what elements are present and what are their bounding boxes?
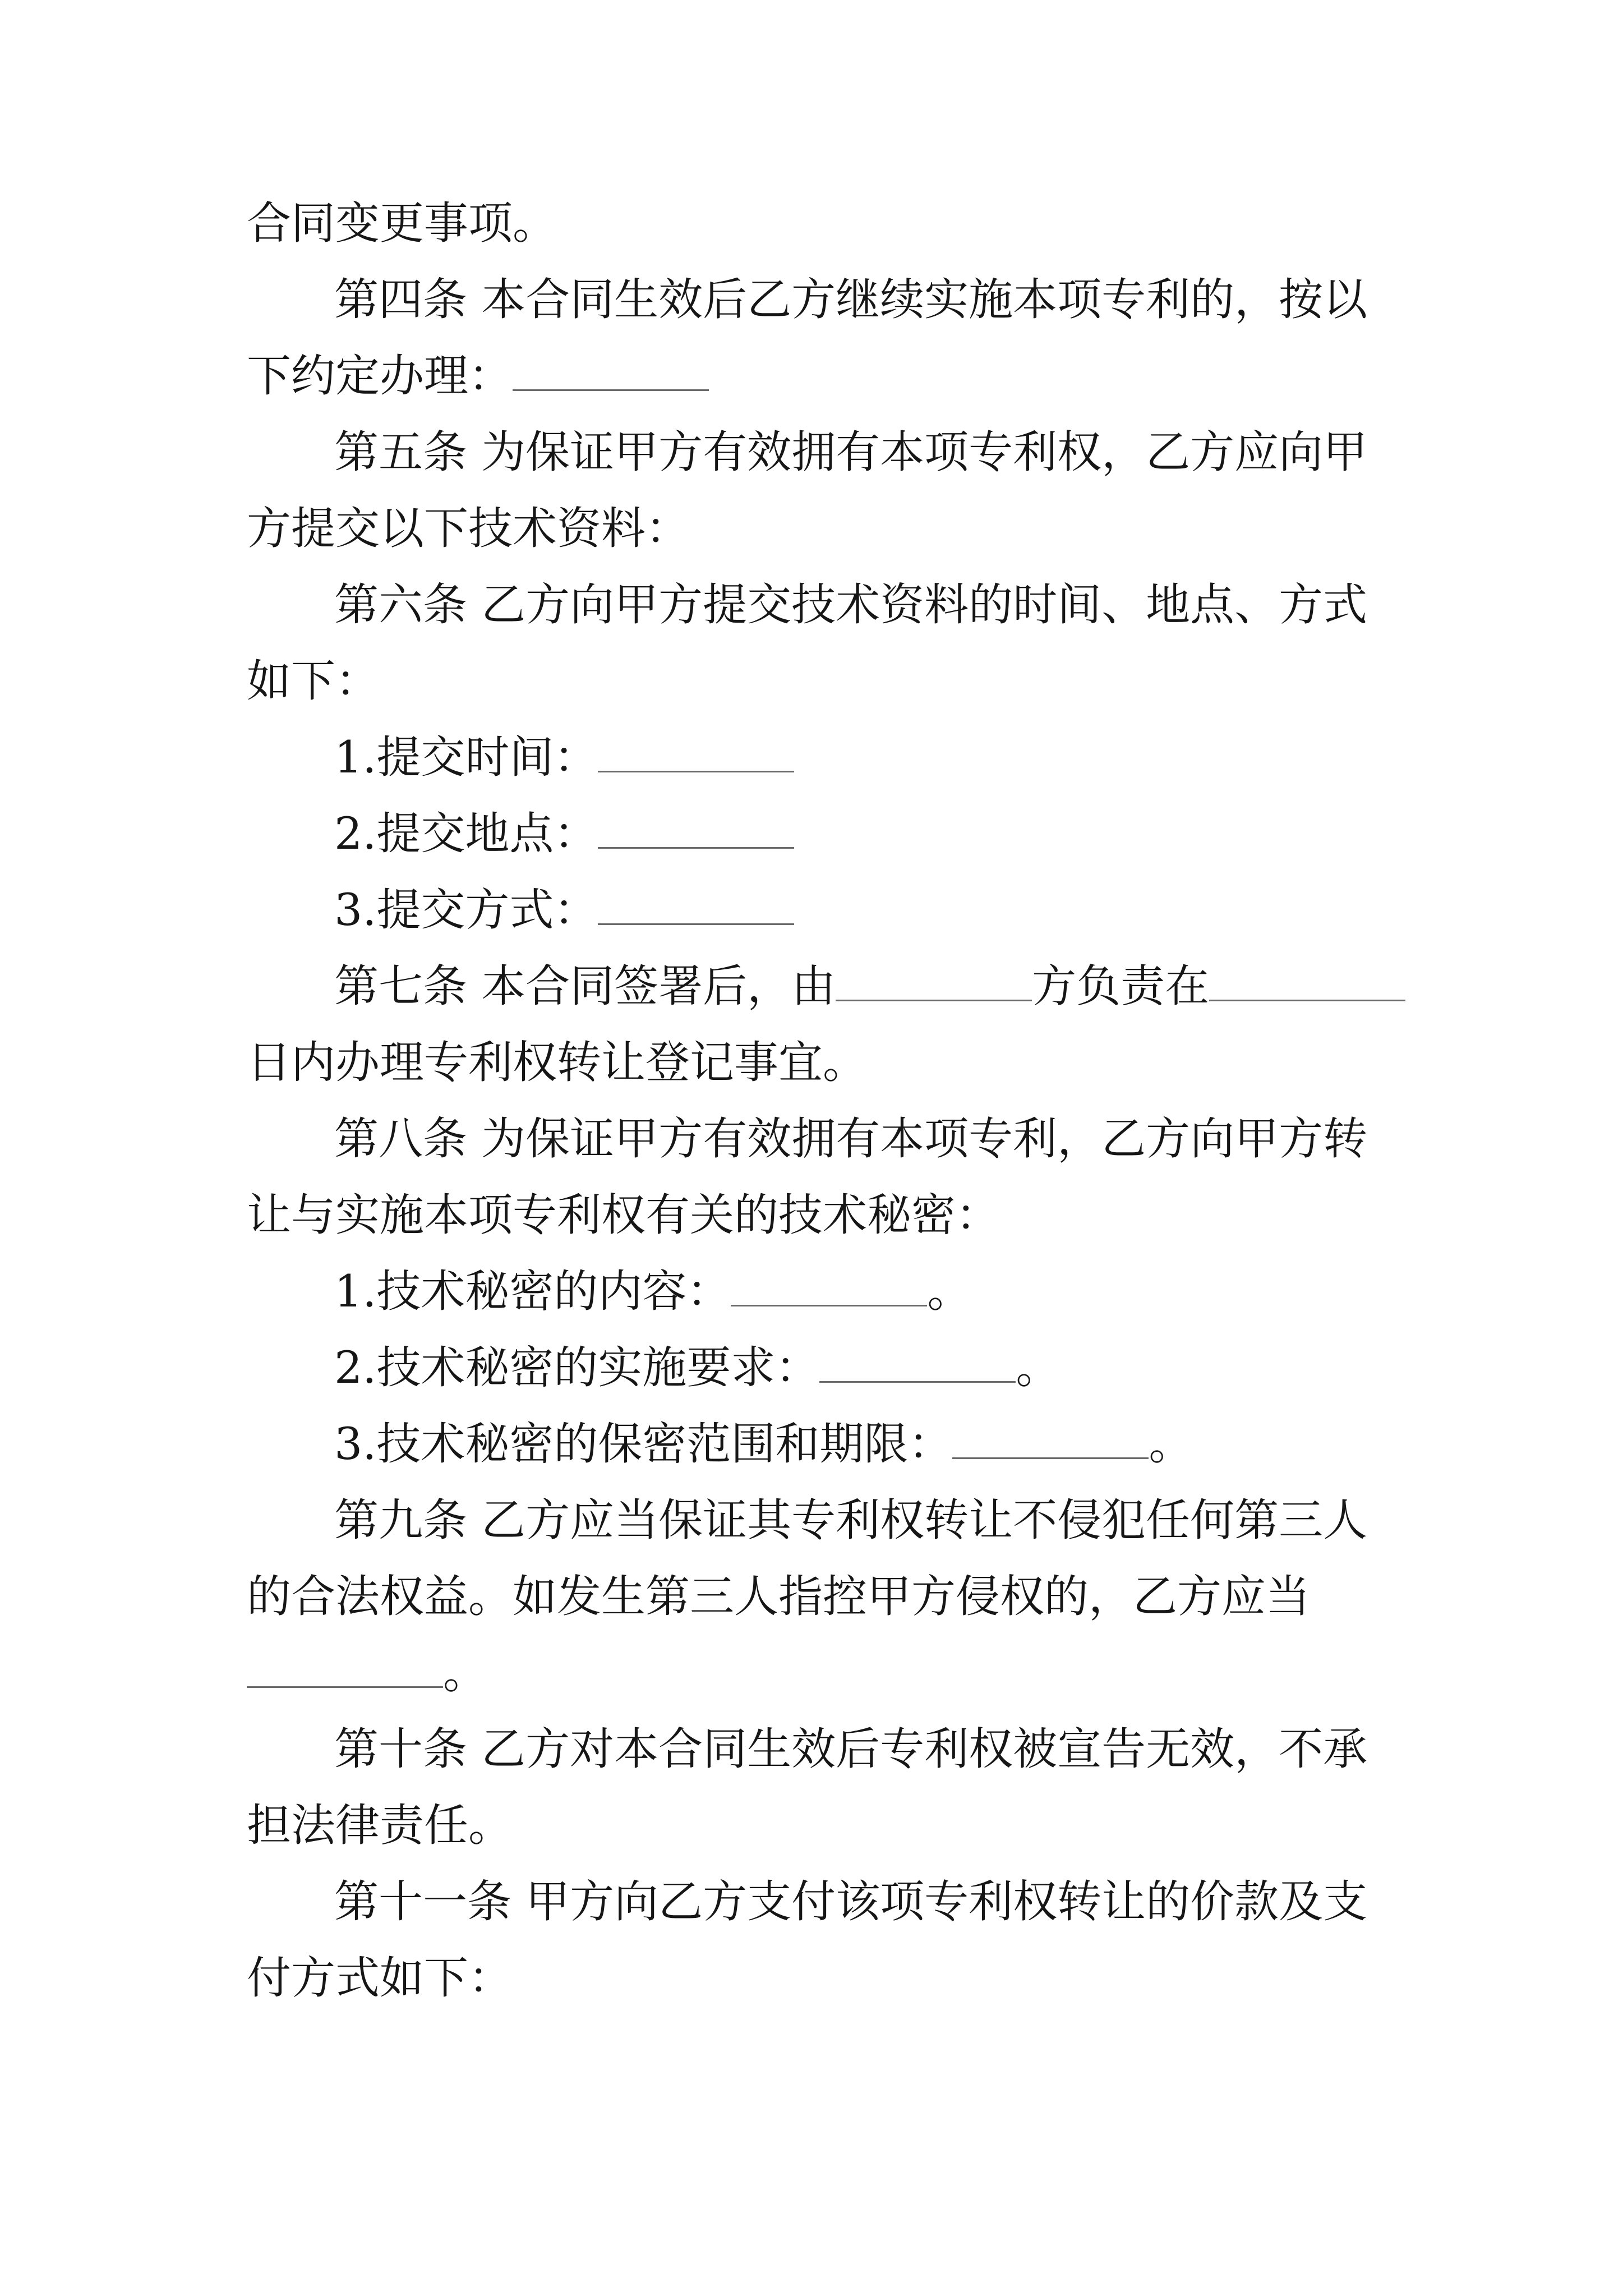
article-11-line: 第十一条 甲方向乙方支付该项专利权转让的价款及支 xyxy=(334,1876,1368,1927)
text-line: 付方式如下： xyxy=(247,1952,513,2004)
fill-blank[interactable] xyxy=(598,808,794,849)
text-line: 。 xyxy=(247,1645,487,1701)
list-item: 2.技术秘密的实施要求： 。 xyxy=(334,1342,1061,1393)
fill-blank[interactable] xyxy=(836,960,1032,1001)
text-line: 日内办理专利权转让登记事宜。 xyxy=(247,1037,867,1088)
fill-blank[interactable] xyxy=(731,1266,927,1306)
list-item: 2.提交地点： xyxy=(334,806,794,862)
text-line: 如下： xyxy=(247,655,380,707)
fill-blank[interactable] xyxy=(598,731,794,772)
text-line: 让与实施本项专利权有关的技术秘密： xyxy=(247,1189,1000,1241)
text-line: 的合法权益。如发生第三人指控甲方侵权的，乙方应当 xyxy=(247,1571,1310,1622)
fill-blank[interactable] xyxy=(247,1647,443,1688)
fill-blank[interactable] xyxy=(819,1342,1016,1383)
text-line: 担法律责任。 xyxy=(247,1800,513,1851)
text-line: 方提交以下技术资料： xyxy=(247,503,690,554)
article-9-line: 第九条 乙方应当保证其专利权转让不侵犯任何第三人 xyxy=(334,1494,1368,1546)
list-item: 3.提交方式： xyxy=(334,882,794,938)
text-line: 合同变更事项。 xyxy=(247,197,557,249)
list-item: 1.技术秘密的内容： 。 xyxy=(334,1266,972,1317)
text-line: 下约定办理： xyxy=(247,348,709,404)
list-item: 1.提交时间： xyxy=(334,729,794,785)
fill-blank[interactable] xyxy=(598,884,794,925)
article-5-line: 第五条 为保证甲方有效拥有本项专利权，乙方应向甲 xyxy=(334,426,1368,478)
article-6-line: 第六条 乙方向甲方提交技术资料的时间、地点、方式 xyxy=(334,579,1368,631)
fill-blank[interactable] xyxy=(1209,960,1405,1001)
article-10-line: 第十条 乙方对本合同生效后专利权被宣告无效，不承 xyxy=(334,1723,1368,1775)
fill-blank[interactable] xyxy=(952,1418,1149,1459)
list-item: 3.技术秘密的保密范围和期限： 。 xyxy=(334,1418,1193,1470)
article-4-line: 第四条 本合同生效后乙方继续实施本项专利的，按以 xyxy=(334,274,1368,325)
fill-blank[interactable] xyxy=(513,350,709,391)
article-8-line: 第八条 为保证甲方有效拥有本项专利，乙方向甲方转 xyxy=(334,1113,1368,1165)
article-7-line: 第七条 本合同签署后，由 方负责在 xyxy=(334,958,1405,1014)
